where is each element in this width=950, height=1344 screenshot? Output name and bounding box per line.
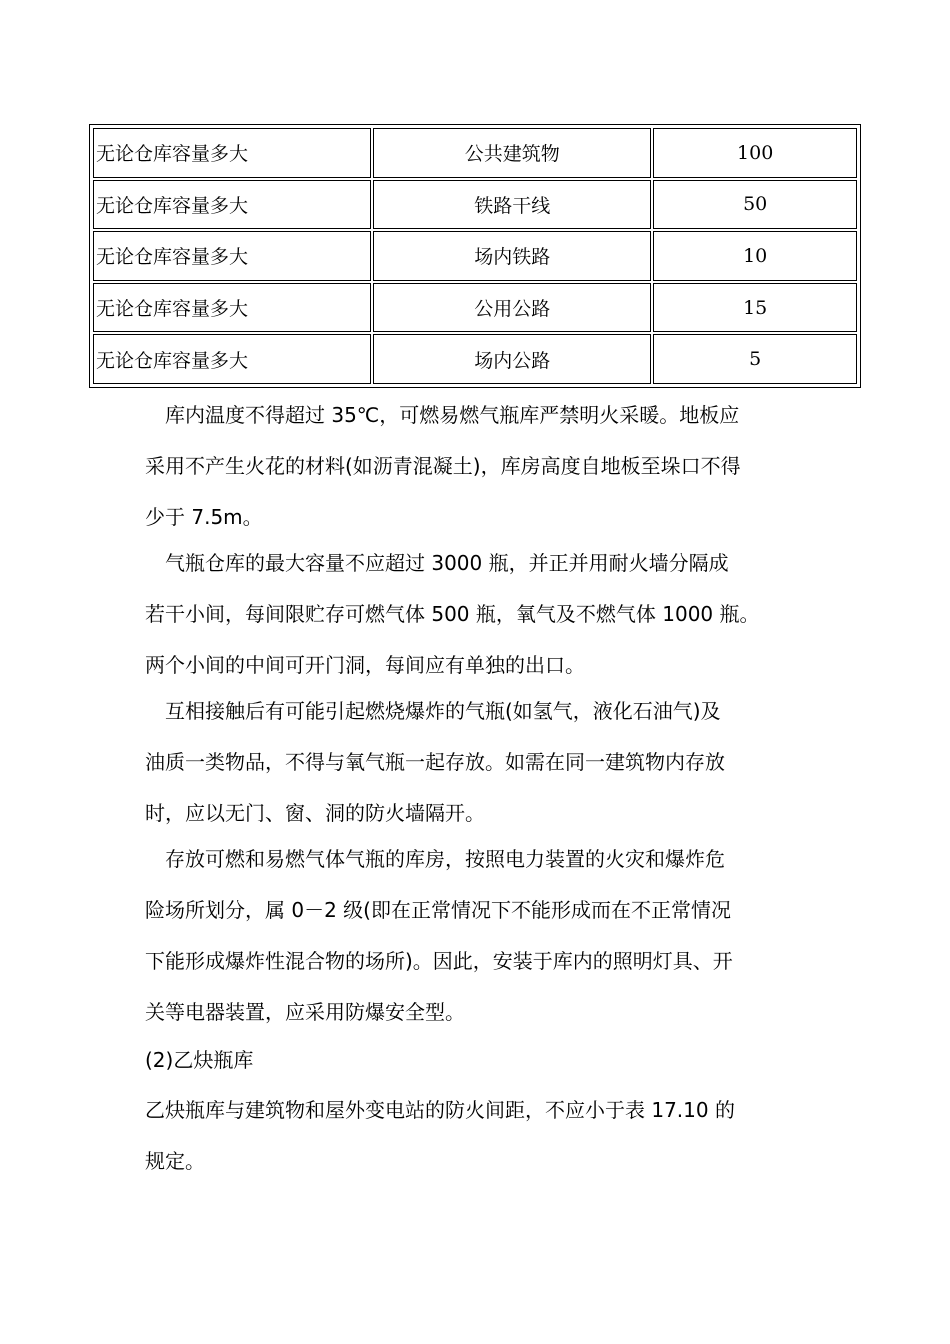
table-row	[93, 334, 857, 384]
paragraph-explosion-proof	[145, 834, 825, 1038]
text-line: 若干小间，每间限贮存可燃气体 500 瓶，氧气及不燃气体 1000 瓶。	[145, 602, 760, 626]
table-row	[93, 283, 857, 333]
table-row	[93, 128, 857, 178]
text-line: 互相接触后有可能引起燃烧爆炸的气瓶(如氢气，液化石油气)及	[145, 699, 721, 723]
text-line: 险场所划分，属 0－2 级(即在正常情况下不能形成而在不正常情况	[145, 898, 731, 922]
table-cell-condition: 无论仓库容量多大	[93, 180, 371, 230]
table-cell-object: 场内铁路	[373, 231, 651, 281]
text-line: 时，应以无门、窗、洞的防火墙隔开。	[145, 801, 485, 825]
distance-table-grid	[91, 126, 859, 386]
text-line: 少于 7.5m。	[145, 505, 263, 529]
table-cell-object: 公用公路	[373, 283, 651, 333]
text-line: 规定。	[145, 1149, 205, 1173]
table-cell-object: 场内公路	[373, 334, 651, 384]
table-cell-distance: 100	[653, 128, 857, 178]
table-cell-object: 铁路干线	[373, 180, 651, 230]
paragraph-acetylene-distance	[145, 1085, 825, 1187]
table-cell-object: 公共建筑物	[373, 128, 651, 178]
table-cell-distance: 10	[653, 231, 857, 281]
text-line: 采用不产生火花的材料(如沥青混凝土)，库房高度自地板至垛口不得	[145, 454, 741, 478]
distance-table	[89, 124, 861, 388]
paragraph-separate-storage	[145, 686, 825, 839]
table-cell-distance: 15	[653, 283, 857, 333]
table-cell-condition: 无论仓库容量多大	[93, 283, 371, 333]
text-line: (2)乙炔瓶库	[145, 1048, 254, 1072]
table-cell-distance: 5	[653, 334, 857, 384]
paragraph-storage-capacity	[145, 538, 825, 691]
table-cell-distance: 50	[653, 180, 857, 230]
text-line: 下能形成爆炸性混合物的场所)。因此，安装于库内的照明灯具、开	[145, 949, 733, 973]
text-line: 库内温度不得超过 35℃，可燃易燃气瓶库严禁明火采暖。地板应	[145, 403, 740, 427]
section-heading-acetylene	[145, 1035, 825, 1086]
text-line: 两个小间的中间可开门洞，每间应有单独的出口。	[145, 653, 585, 677]
table-cell-condition: 无论仓库容量多大	[93, 231, 371, 281]
table-cell-condition: 无论仓库容量多大	[93, 128, 371, 178]
table-row	[93, 231, 857, 281]
text-line: 存放可燃和易燃气体气瓶的库房，按照电力装置的火灾和爆炸危	[145, 847, 725, 871]
table-row	[93, 180, 857, 230]
text-line: 关等电器装置，应采用防爆安全型。	[145, 1000, 465, 1024]
table-cell-condition: 无论仓库容量多大	[93, 334, 371, 384]
paragraph-storage-temperature	[145, 390, 825, 543]
text-line: 气瓶仓库的最大容量不应超过 3000 瓶，并正并用耐火墙分隔成	[145, 551, 729, 575]
text-line: 油质一类物品，不得与氧气瓶一起存放。如需在同一建筑物内存放	[145, 750, 725, 774]
text-line: 乙炔瓶库与建筑物和屋外变电站的防火间距，不应小于表 17.10 的	[145, 1098, 735, 1122]
